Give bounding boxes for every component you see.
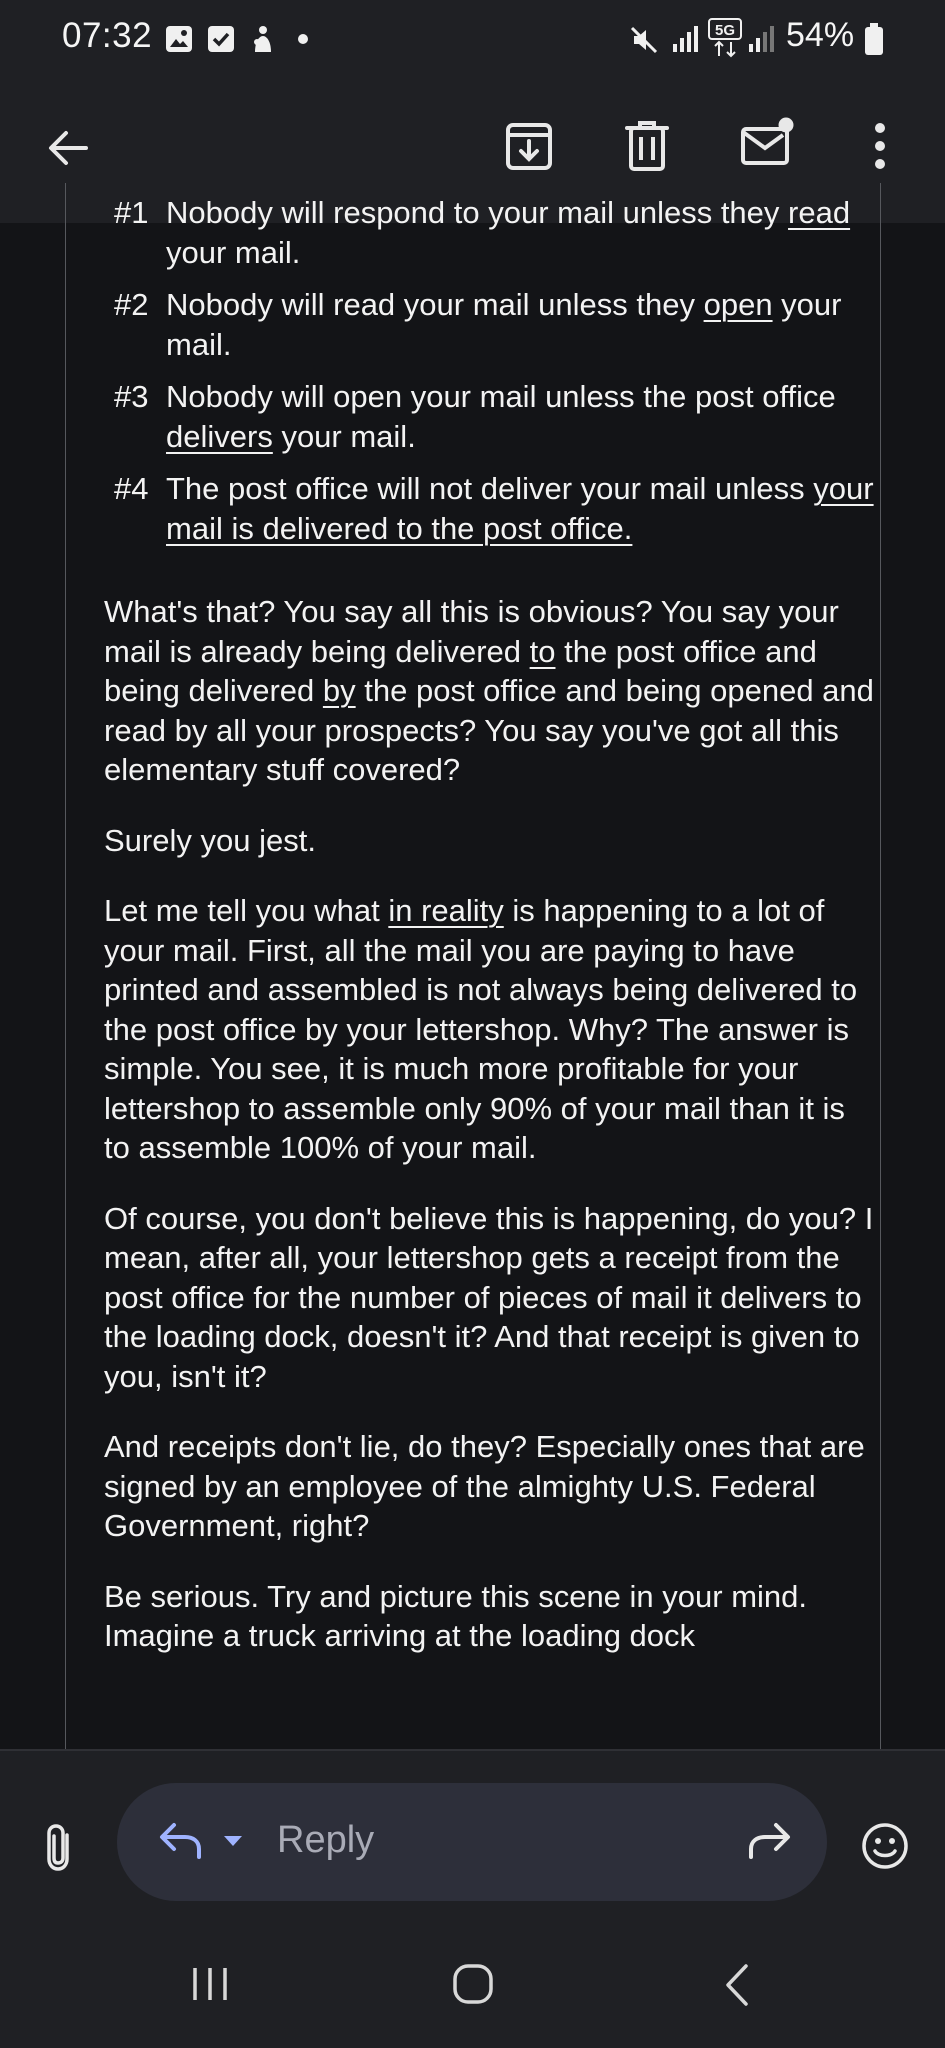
svg-text:5G: 5G (714, 22, 736, 39)
paragraph: Of course, you don't believe this is happening, do you? I mean, after all, your lettershop gets a receipt from the post office for the number of pieces of mail it delivers to the loading dock, doesn't it? And that receipt is given to you, isn't it? (104, 1200, 874, 1394)
attachment-icon[interactable] (42, 1823, 76, 1873)
more-options-icon[interactable] (868, 122, 892, 172)
message-text (104, 195, 874, 1687)
paragraph: Be serious. Try and picture this scene in your mind. Imagine a truck arriving at the loading dock (104, 1578, 807, 1653)
signal-icon (670, 24, 700, 54)
message-body[interactable] (0, 195, 945, 1749)
reply-bar (0, 1749, 945, 1919)
5g-icon (708, 18, 742, 58)
archive-icon[interactable] (505, 122, 553, 172)
status-time: 07:32 (62, 16, 153, 55)
list-item: #4 The post office will not deliver your mail unless your mail is delivered to the post office. (114, 471, 874, 546)
recent-apps-icon[interactable] (190, 1965, 230, 2003)
back-arrow-icon[interactable] (44, 124, 92, 172)
delete-icon[interactable] (624, 120, 670, 172)
paragraph: Let me tell you what in reality is happening to a lot of your mail. First, all the mail you are paying to have printed and assembled is not always being delivered to the post office by your lettershop. Why? The answer is simple. You see, it is much more profitable for your lettershop to assemble only 90% of your mail than it is to assemble 100% of your mail. (104, 893, 858, 1165)
reply-input[interactable] (117, 1783, 827, 1901)
battery-icon (864, 22, 884, 56)
home-icon[interactable] (452, 1963, 494, 2005)
list-item: #1 Nobody will respond to your mail unless they read your mail. (114, 195, 851, 270)
signal-icon (746, 24, 776, 54)
reply-label: Reply (277, 1819, 375, 1861)
navigation-bar (0, 1919, 945, 2048)
forward-icon[interactable] (747, 1821, 793, 1861)
list-item: #3 Nobody will open your mail unless the post office delivers your mail. (114, 379, 836, 454)
mark-unread-icon[interactable] (740, 116, 796, 168)
list-item: #2 Nobody will read your mail unless they open your mail. (114, 287, 842, 362)
checkbox-icon (206, 24, 236, 54)
paragraph: Surely you jest. (104, 822, 316, 858)
status-bar (0, 0, 945, 78)
chevron-down-icon[interactable] (222, 1834, 244, 1848)
bixby-icon (248, 24, 278, 54)
back-icon[interactable] (722, 1963, 752, 2007)
emoji-icon[interactable] (860, 1821, 910, 1871)
reply-icon[interactable] (157, 1821, 203, 1861)
gallery-icon (164, 24, 194, 54)
paragraph: What's that? You say all this is obvious? You say your mail is already being delivered to the post office and being delivered by the post office and being opened and read by all your prospects? You say you've got all this elementary stuff covered? (104, 594, 874, 787)
mute-icon (628, 24, 660, 56)
battery-percent: 54% (786, 16, 855, 54)
notification-dot (298, 34, 308, 44)
paragraph: And receipts don't lie, do they? Especially ones that are signed by an employee of the almighty U.S. Federal Government, right? (104, 1429, 865, 1543)
